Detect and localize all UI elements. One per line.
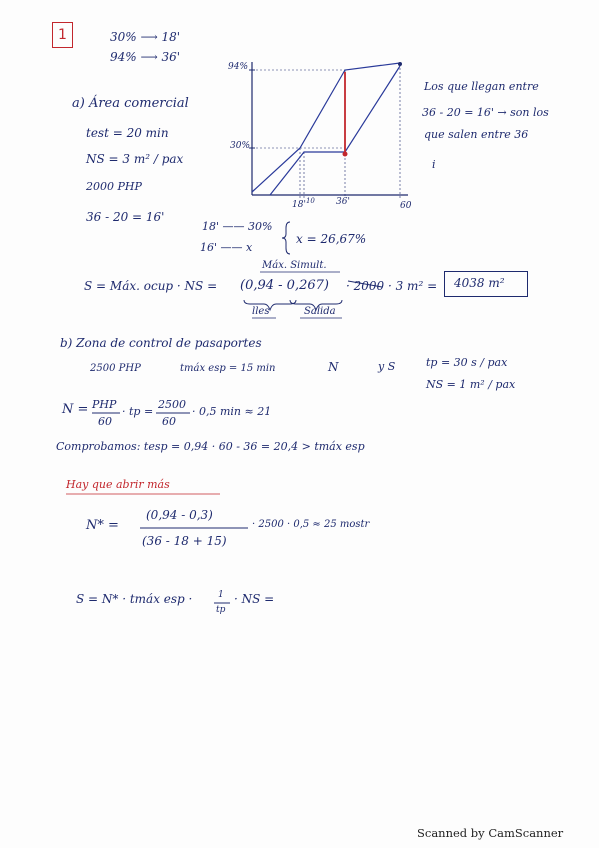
part-b-and-s: y S [378,360,396,373]
side-note-line-2: 36 - 20 = 16' → son los [422,106,549,119]
part-b-n: N [328,360,339,374]
part-b-nstar-num: (0,94 - 0,3) [146,508,213,522]
part-a-php: 2000 PHP [86,180,142,193]
arrival-curve [252,63,400,192]
graph-x-36: 36' [336,197,350,207]
scanner-watermark: Scanned by CamScanner [417,826,564,840]
part-b-check: Comprobamos: tesp = 0,94 · 60 - 36 = 20,4 > tmáx esp [56,440,365,453]
part-b-nstar-lhs: N* = [86,518,119,533]
part-b-n-frac1-num: PHP [92,398,117,411]
side-note-line-4: i [432,158,436,171]
side-note-line-1: Los que llegan entre [424,80,539,93]
part-a-title: a) Área comercial [72,96,189,111]
graph-y-94: 94% [228,62,249,72]
end-point [398,62,402,66]
part-b-n-lhs: N = [62,402,89,417]
part-a-s-values: (0,94 - 0,267) [240,278,329,293]
proportion-brace [282,222,290,254]
part-b-n-frac2-num: 2500 [158,398,186,411]
part-b-s-final-num: 1 [218,590,224,600]
part-b-open-more: Hay que abrir más [66,478,170,491]
part-a-s-lhs: S = Máx. ocup · NS = [84,279,218,293]
part-a-diff: 36 - 20 = 16' [86,210,165,224]
red-point [343,152,348,157]
graph-y-30: 30% [230,141,251,151]
part-b-n-frac2-den: 60 [162,415,176,428]
part-b-n-tp: · tp = [122,405,154,418]
header-line-2: 94% ⟶ 36' [110,50,181,64]
part-b-php: 2500 PHP [90,363,141,374]
part-a-s-mid: · 2000 · 3 m² = [346,279,438,293]
part-b-title: b) Zona de control de pasaportes [60,336,262,350]
part-a-lles: lles [252,306,270,317]
header-line-1: 30% ⟶ 18' [110,30,181,44]
part-a-prop-1: 18' —— 30% [202,220,273,233]
part-a-ns: NS = 3 m² / pax [86,152,184,166]
part-a-max-simult: Máx. Simult. [262,260,327,271]
part-b-nstar-den: (36 - 18 + 15) [142,534,227,548]
part-b-n-frac1-den: 60 [98,415,112,428]
part-b-tp: tp = 30 s / pax [426,356,508,369]
part-b-tmax: tmáx esp = 15 min [180,363,276,374]
graph-x-60: 60 [400,201,412,211]
part-b-s-final-den: tp [216,605,226,615]
departure-curve [270,66,400,195]
part-b-s-final-lhs: S = N* · tmáx esp · [76,592,193,606]
part-a-test: test = 20 min [86,126,169,140]
part-b-s-final-tail: · NS = [234,592,275,606]
part-a-salida: Salida [304,306,336,317]
part-a-x-result: x = 26,67% [296,232,367,246]
problem-number-box: 1 [52,22,73,48]
part-b-n-tail: · 0,5 min ≈ 21 [192,405,272,418]
graph-x-18: $18'^{10}$ [292,197,315,210]
part-b-ns: NS = 1 m² / pax [426,378,516,391]
part-a-prop-2: 16' —— x [200,241,253,254]
part-a-s-result: 4038 m² [454,276,505,290]
side-note-line-3: que salen entre 36 [424,128,529,141]
part-b-nstar-tail: · 2500 · 0,5 ≈ 25 mostr [252,519,370,530]
